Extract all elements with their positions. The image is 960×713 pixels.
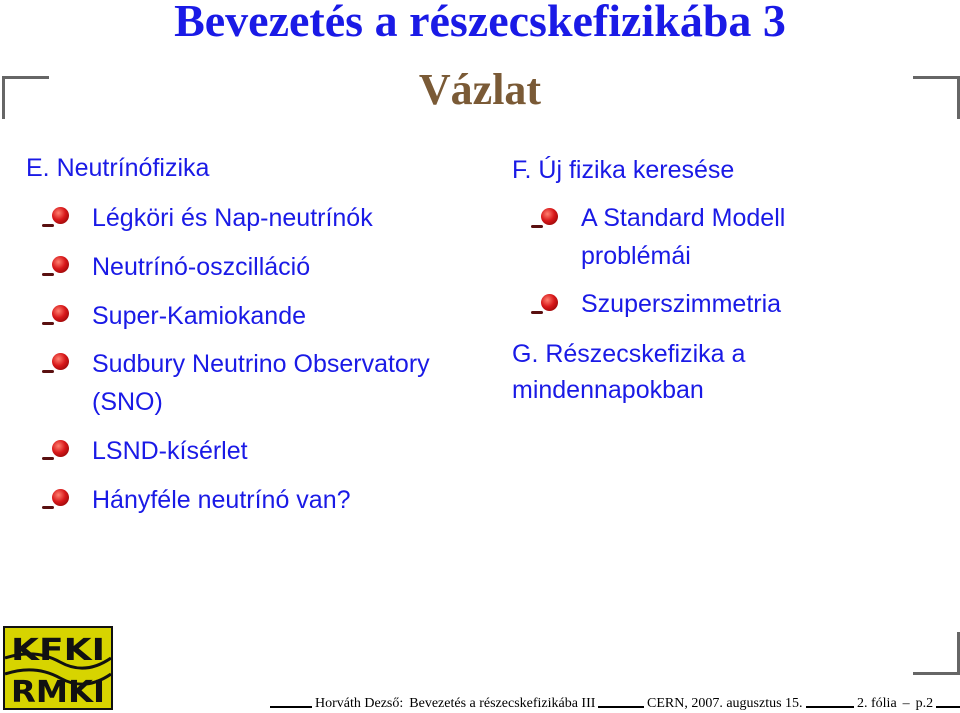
footer-course: Bevezetés a részecskefizikába III [406,696,598,711]
bullet-icon [52,353,69,370]
bullet-icon [52,440,69,457]
corner-mark-top-right [913,76,960,119]
list-item: Szuperszimmetria [581,290,782,318]
footer-place-date-box [644,694,806,713]
bullet-icon [52,207,69,224]
bullet-icon [52,489,69,506]
bullet-icon [52,256,69,273]
kfki-rmki-logo [3,626,113,710]
slide-subtitle: Vázlat [418,65,542,114]
corner-mark-bottom-right [913,632,960,675]
logo-graphic [5,628,111,708]
footer-author-course [312,694,598,713]
list-item: Super-Kamiokande [92,302,307,330]
section-f-heading: F. Új fizika keresése [512,156,735,184]
list-item: Hányféle neutrínó van? [92,486,351,514]
slide-title: Bevezetés a részecskefizikába 3 [174,0,786,46]
section-g-heading: G. Részecskefizika a [512,340,746,368]
bullet-tail [42,506,54,509]
bullet-tail [42,457,54,460]
bullet-tail [531,311,543,314]
footer-place-date: CERN, 2007. augusztus 15. [644,696,806,711]
list-item-continuation: (SNO) [92,388,163,416]
svg-text:RMKI: RMKI [11,675,105,708]
list-item: LSND-kísérlet [92,437,248,465]
bullet-icon [52,305,69,322]
footer-slide-number: 2. fólia [854,696,900,711]
list-item: A Standard Modell [581,204,786,232]
corner-mark-top-left [2,76,49,119]
footer-author: Horváth Dezső: [312,696,406,711]
bullet-tail [531,225,543,228]
footer-arrow: – [900,696,913,711]
bullet-tail [42,273,54,276]
list-item: Sudbury Neutrino Observatory [92,350,430,378]
bullet-tail [42,322,54,325]
bullet-tail [42,370,54,373]
list-item-continuation: problémái [581,242,691,270]
list-item: Neutrínó-oszcilláció [92,253,311,281]
section-g-heading-continuation: mindennapokban [512,376,704,404]
bullet-tail [42,224,54,227]
bullet-icon [541,294,558,311]
footer-page: p.2 [913,696,937,711]
section-e-heading: E. Neutrínófizika [26,154,210,182]
svg-text:KFKI: KFKI [11,633,105,668]
list-item: Légköri és Nap-neutrínók [92,204,373,232]
bullet-icon [541,208,558,225]
footer-slide-box [854,694,936,713]
